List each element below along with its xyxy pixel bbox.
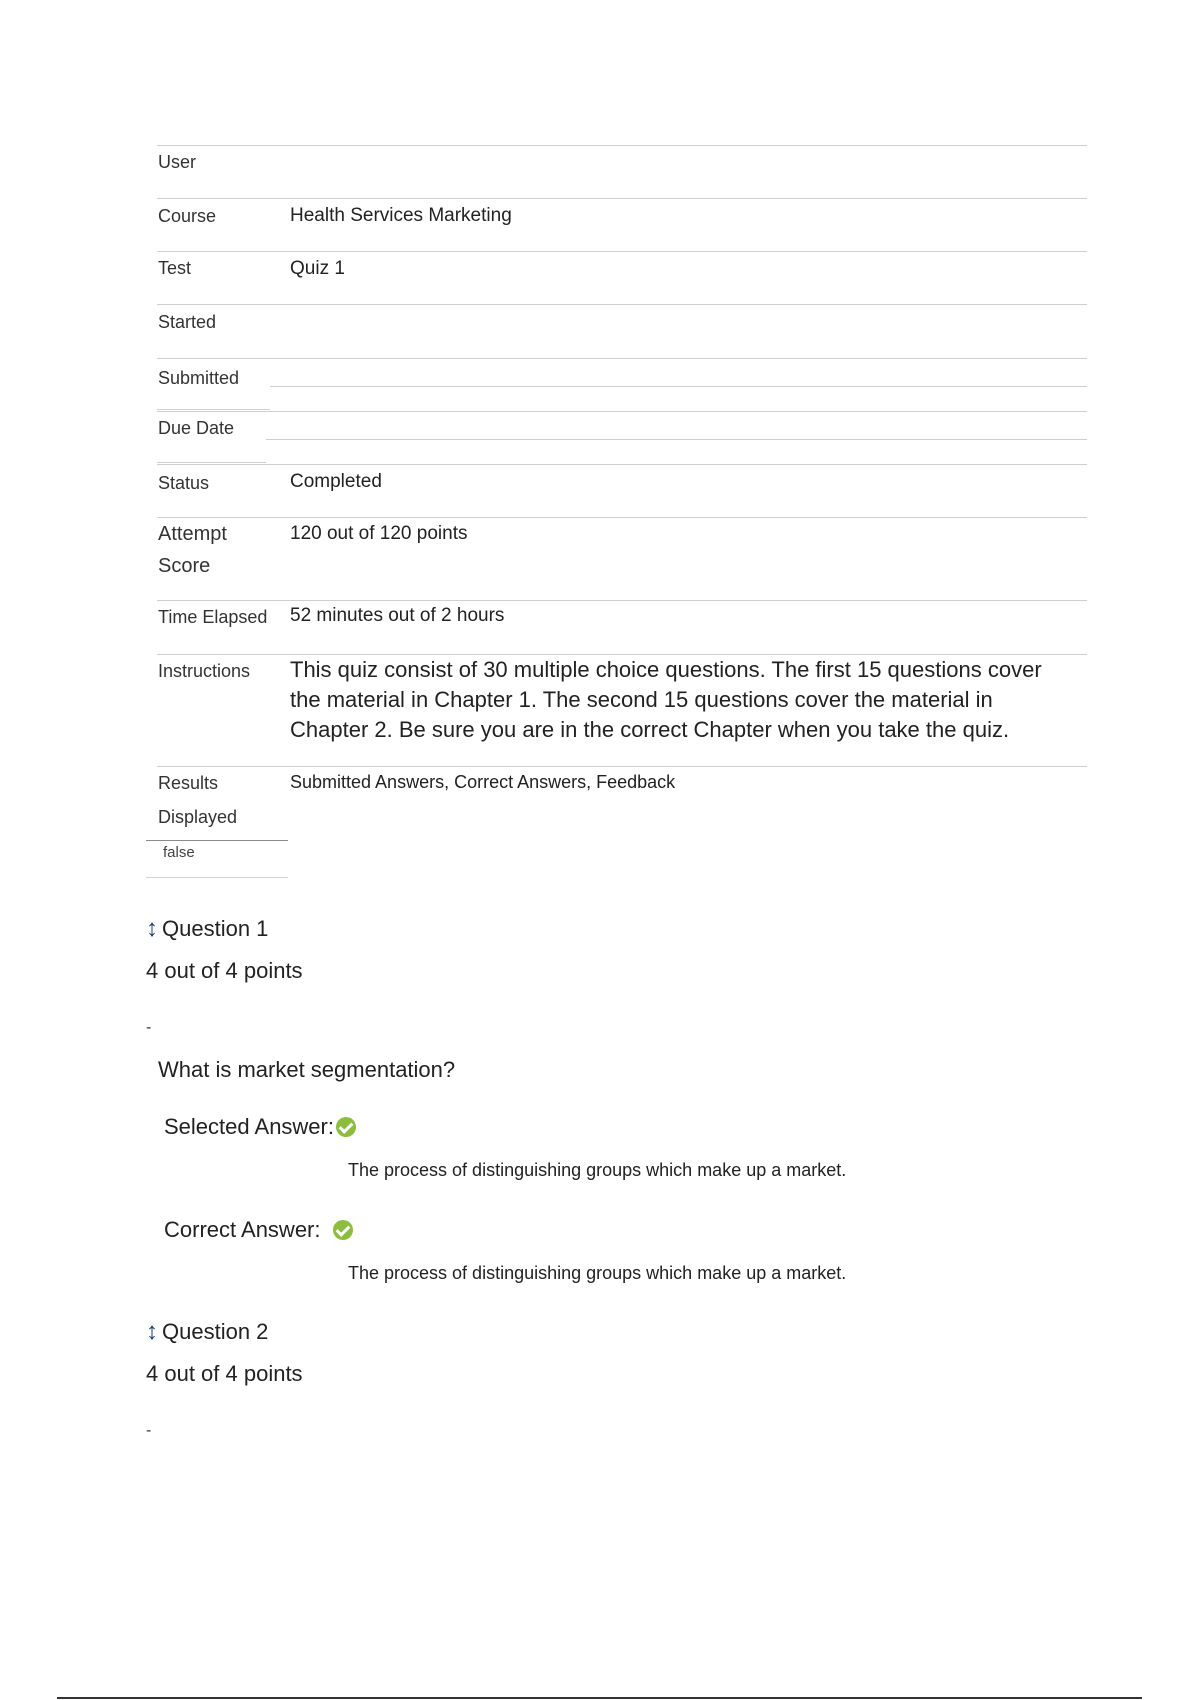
correct-answer-label-text: Correct Answer: — [164, 1217, 321, 1242]
check-circle-icon — [333, 1220, 353, 1240]
selected-answer-text: The process of distinguishing groups which make up a market. — [348, 1160, 847, 1180]
submitted-value-rule — [270, 386, 1087, 387]
question-1-title — [146, 915, 268, 943]
row-status — [157, 464, 1087, 517]
sort-icon[interactable]: ↕ — [146, 915, 158, 942]
question-1-points: 4 out of 4 points — [146, 958, 303, 983]
row-started — [157, 304, 1087, 358]
displayed-label: Displayed — [158, 807, 238, 827]
question-1-dash: - — [146, 1019, 152, 1036]
due-date-label-rule — [157, 462, 266, 463]
time-elapsed-value: 52 minutes out of 2 hours — [290, 605, 505, 626]
row-user — [157, 145, 1087, 198]
due-date-value-rule — [266, 439, 1087, 440]
instructions-value: This quiz consist of 30 multiple choice questions. The first 15 questions cover the material in Chapter 1. The second 15 questions cover the material in Chapter 2. Be sure you are in the correct Chapter when you take the quiz. — [290, 657, 1042, 742]
row-test — [157, 251, 1087, 304]
test-label: Test — [158, 258, 192, 278]
check-circle-icon — [336, 1117, 356, 1137]
footer-rule — [57, 1697, 1142, 1699]
selected-answer-label — [164, 1114, 356, 1140]
user-label: User — [158, 152, 197, 172]
score-label: Score — [158, 555, 211, 577]
time-elapsed-label: Time Elapsed — [158, 607, 268, 627]
attempt-label: Attempt — [158, 523, 227, 545]
status-value: Completed — [290, 471, 382, 492]
results-value: Submitted Answers, Correct Answers, Feedback — [290, 772, 676, 792]
question-1-text: What is market segmentation? — [158, 1057, 456, 1082]
row-time-elapsed — [157, 600, 1087, 654]
row-submitted — [157, 358, 1087, 411]
row-instructions — [157, 654, 1087, 766]
course-label: Course — [158, 206, 217, 226]
instructions-label: Instructions — [158, 661, 251, 681]
question-2-dash: - — [146, 1422, 152, 1439]
submitted-label-rule — [157, 409, 270, 410]
due-date-label: Due Date — [158, 418, 235, 438]
row-course — [157, 198, 1087, 251]
attempt-summary-table — [157, 145, 1087, 847]
false-cell — [146, 840, 288, 878]
false-text: false — [163, 844, 195, 861]
row-due-date — [157, 411, 1087, 464]
attempt-score-value: 120 out of 120 points — [290, 523, 468, 544]
submitted-label: Submitted — [158, 368, 240, 388]
sort-icon[interactable]: ↕ — [146, 1318, 158, 1345]
row-attempt-score — [157, 517, 1087, 600]
question-2-label: Question 2 — [162, 1319, 269, 1344]
status-label: Status — [158, 473, 210, 493]
started-label: Started — [158, 312, 217, 332]
correct-answer-label — [164, 1217, 353, 1243]
question-1-label: Question 1 — [162, 916, 269, 941]
question-2-title — [146, 1318, 268, 1346]
course-value: Health Services Marketing — [290, 205, 512, 226]
test-value: Quiz 1 — [290, 258, 345, 279]
correct-answer-text: The process of distinguishing groups which make up a market. — [348, 1263, 847, 1283]
selected-answer-label-text: Selected Answer: — [164, 1114, 334, 1139]
question-2-points: 4 out of 4 points — [146, 1361, 303, 1386]
row-results-displayed — [157, 766, 1087, 847]
results-label: Results — [158, 773, 219, 793]
